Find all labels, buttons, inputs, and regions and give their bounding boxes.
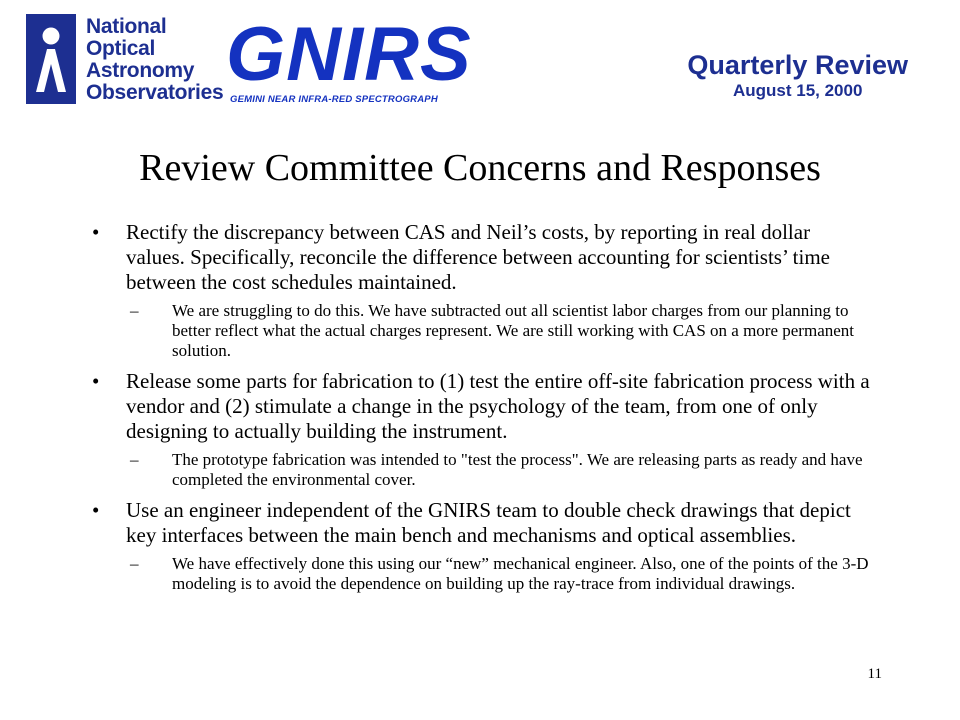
header-date: August 15, 2000	[732, 81, 863, 100]
sub-bullet-item	[126, 554, 872, 594]
gnirs-logo	[226, 12, 472, 110]
bullet-text: Rectify the discrepancy between CAS and Neil’s costs, by reporting in real dollar values. Specifically, reconcile the difference between accounting for scientists’ time between the cost schedules maintained.	[126, 220, 830, 294]
gnirs-wordmark: GNIRS	[226, 12, 472, 97]
sub-bullet-text: We have effectively done this using our “new” mechanical engineer. Also, one of the points of the 3-D modeling is to avoid the dependence on building up the ray-trace from individual drawings.	[172, 554, 869, 593]
noao-line: National	[86, 15, 167, 38]
noao-line: Observatories	[86, 81, 224, 104]
noao-figure-icon	[26, 14, 76, 104]
header-info	[687, 50, 908, 102]
bullet-marker: •	[92, 369, 100, 393]
bullet-marker: •	[92, 498, 100, 522]
bullet-marker: •	[92, 220, 100, 244]
sub-bullet-marker: –	[130, 554, 139, 573]
bullet-text: Use an engineer independent of the GNIRS team to double check drawings that depict key interfaces between the main bench and mechanisms and optical assemblies.	[126, 498, 851, 547]
sub-bullet-list	[126, 301, 872, 361]
noao-line: Astronomy	[86, 59, 195, 82]
bullet-item	[92, 498, 872, 594]
sub-bullet-list	[126, 554, 872, 594]
bullet-item	[92, 220, 872, 361]
gnirs-subtitle: GEMINI NEAR INFRA-RED SPECTROGRAPH	[230, 94, 438, 105]
noao-line: Optical	[86, 37, 156, 60]
slide-content	[92, 220, 872, 602]
sub-bullet-marker: –	[130, 450, 139, 469]
sub-bullet-text: The prototype fabrication was intended to "test the process". We are releasing parts as ready and have completed the environmental cover.	[172, 450, 863, 489]
slide-title: Review Committee Concerns and Responses	[139, 147, 821, 189]
bullet-text: Release some parts for fabrication to (1) test the entire off-site fabrication process with a vendor and (2) stimulate a change in the psychology of the team, from one of only designing to actually building the instrument.	[126, 369, 870, 443]
noao-wordmark	[86, 16, 223, 104]
sub-bullet-list	[126, 450, 872, 490]
noao-logo	[26, 14, 226, 110]
sub-bullet-item	[126, 450, 872, 490]
page-number: 11	[867, 666, 882, 682]
sub-bullet-item	[126, 301, 872, 361]
header-title: Quarterly Review	[687, 50, 908, 80]
bullet-item	[92, 369, 872, 490]
sub-bullet-text: We are struggling to do this. We have subtracted out all scientist labor charges from our planning to better reflect what the actual charges represent. We are still working with CAS on a more permanent solution.	[172, 301, 855, 360]
bullet-list	[92, 220, 872, 594]
sub-bullet-marker: –	[130, 301, 139, 320]
